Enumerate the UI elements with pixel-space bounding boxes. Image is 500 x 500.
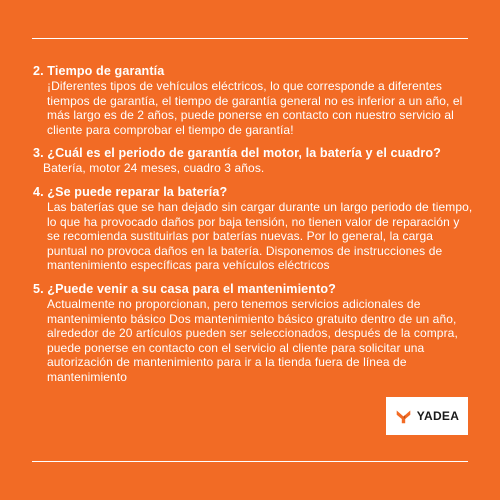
faq-question: 2. Tiempo de garantía [33, 64, 165, 78]
faq-question: 5. ¿Puede venir a su casa para el mantenimiento? [33, 281, 336, 296]
bottom-divider [32, 461, 468, 462]
yadea-y-logo-icon [395, 408, 412, 425]
faq-answer: ¡Diferentes tipos de vehículos eléctricos, lo que corresponde a diferentes tiempos de garantía, el tiempo de garantía general no es inferior a un año, el más largo es de 2 años, puede ponerse en contacto con nuestro servicio al cliente para comprobar el tiempo de garantía! [47, 79, 463, 137]
faq-item-warranty-time [33, 64, 473, 137]
faq-question: 4. ¿Se puede reparar la batería? [33, 184, 228, 199]
faq-answer: Las baterías que se han dejado sin cargar durante un largo periodo de tiempo, lo que ha provocado daños por baja tensión, no tienen valor de reparación y se recomienda sustituirlas por baterías nuevas. Por lo general, la carga puntual no provoca daños en la batería. Disponemos de instrucciones de mantenimiento específicas para vehículos eléctricos [47, 199, 473, 273]
faq-answer: Actualmente no proporcionan, pero tenemos servicios adicionales de mantenimiento básico Dos mantenimiento básico gratuito dentro de un año, alrededor de 20 artículos pueden ser seleccionados, después de la compra, puede ponerse en contacto con el servicio al cliente para solicitar una autorización de mantenimiento para ir a la tienda fuera de línea de mantenimiento [47, 296, 458, 384]
faq-answer: Batería, motor 24 meses, cuadro 3 años. [43, 161, 265, 176]
faq-item-home-maintenance [33, 282, 473, 385]
top-divider [32, 38, 468, 39]
faq-list [33, 64, 473, 394]
faq-item-warranty-period [33, 146, 473, 176]
logo-text: YADEA [416, 409, 460, 423]
yadea-logo [386, 397, 468, 435]
faq-question: 3. ¿Cuál es el periodo de garantía del motor, la batería y el cuadro? [33, 146, 441, 161]
faq-item-battery-repair [33, 185, 473, 273]
